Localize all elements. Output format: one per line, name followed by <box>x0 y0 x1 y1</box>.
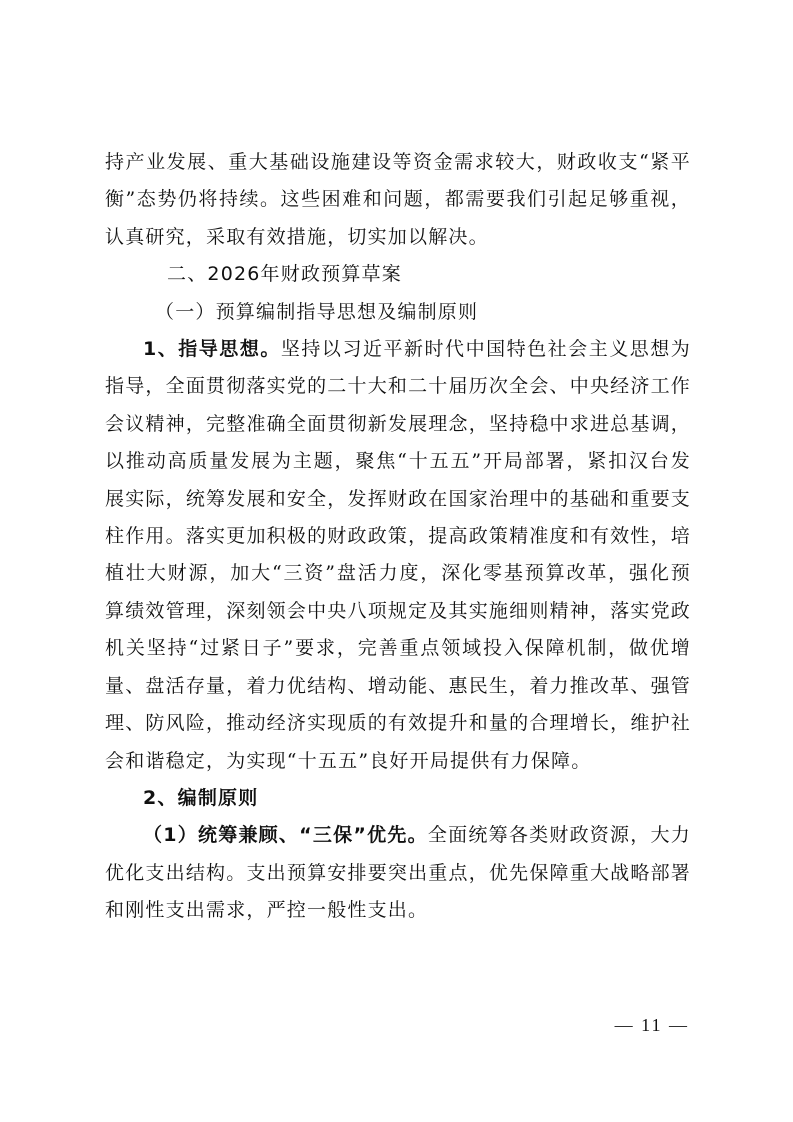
principle-1-paragraph <box>105 817 691 929</box>
guiding-label: 1、指导思想。 <box>143 338 281 361</box>
section-heading: 二、2026年财政预算草案 <box>167 263 402 286</box>
body-text <box>105 144 691 930</box>
principle-1-label: （1）统筹兼顾、“三保”优先。 <box>143 824 428 847</box>
page-number: — 11 — <box>614 1015 689 1035</box>
subsection-heading: （一）预算编制指导思想及编制原则 <box>155 300 479 323</box>
continuation-paragraph: 持产业发展、重大基础设施建设等资金需求较大，财政收支“紧平衡”态势仍将持续。这些困难和问题，都需要我们引起足够重视，认真研究，采取有效措施，切实加以解决。 <box>105 151 691 248</box>
guiding-paragraph <box>105 331 691 780</box>
guiding-text: 坚持以习近平新时代中国特色社会主义思想为指导，全面贯彻落实党的二十大和二十届历次全会、中央经济工作会议精神，完整准确全面贯彻新发展理念，坚持稳中求进总基调，以推动高质量发展为主题，聚焦“十五五”开局部署，紧扣汉台发展实际，统筹发展和安全，发挥财政在国家治理中的基础和重要支柱作用。落实更加积极的财政政策，提高政策精准度和有效性，培植壮大财源，加大“三资”盘活力度，深化零基预算改革，强化预算绩效管理，深刻领会中央八项规定及其实施细则精神，落实党政机关坚持“过紧日子”要求，完善重点领域投入保障机制，做优增量、盘活存量，着力优结构、增动能、惠民生，着力推改革、强管理、防风险，推动经济实现质的有效提升和量的合理增长，维护社会和谐稳定，为实现“十五五”良好开局提供有力保障。 <box>105 338 691 772</box>
principle-1-text: 全面统筹各类财政资源，大力优化支出结构。支出预算安排要突出重点，优先保障重大战略部署和刚性支出需求，严控一般性支出。 <box>105 824 691 922</box>
principles-heading: 2、编制原则 <box>143 786 259 809</box>
